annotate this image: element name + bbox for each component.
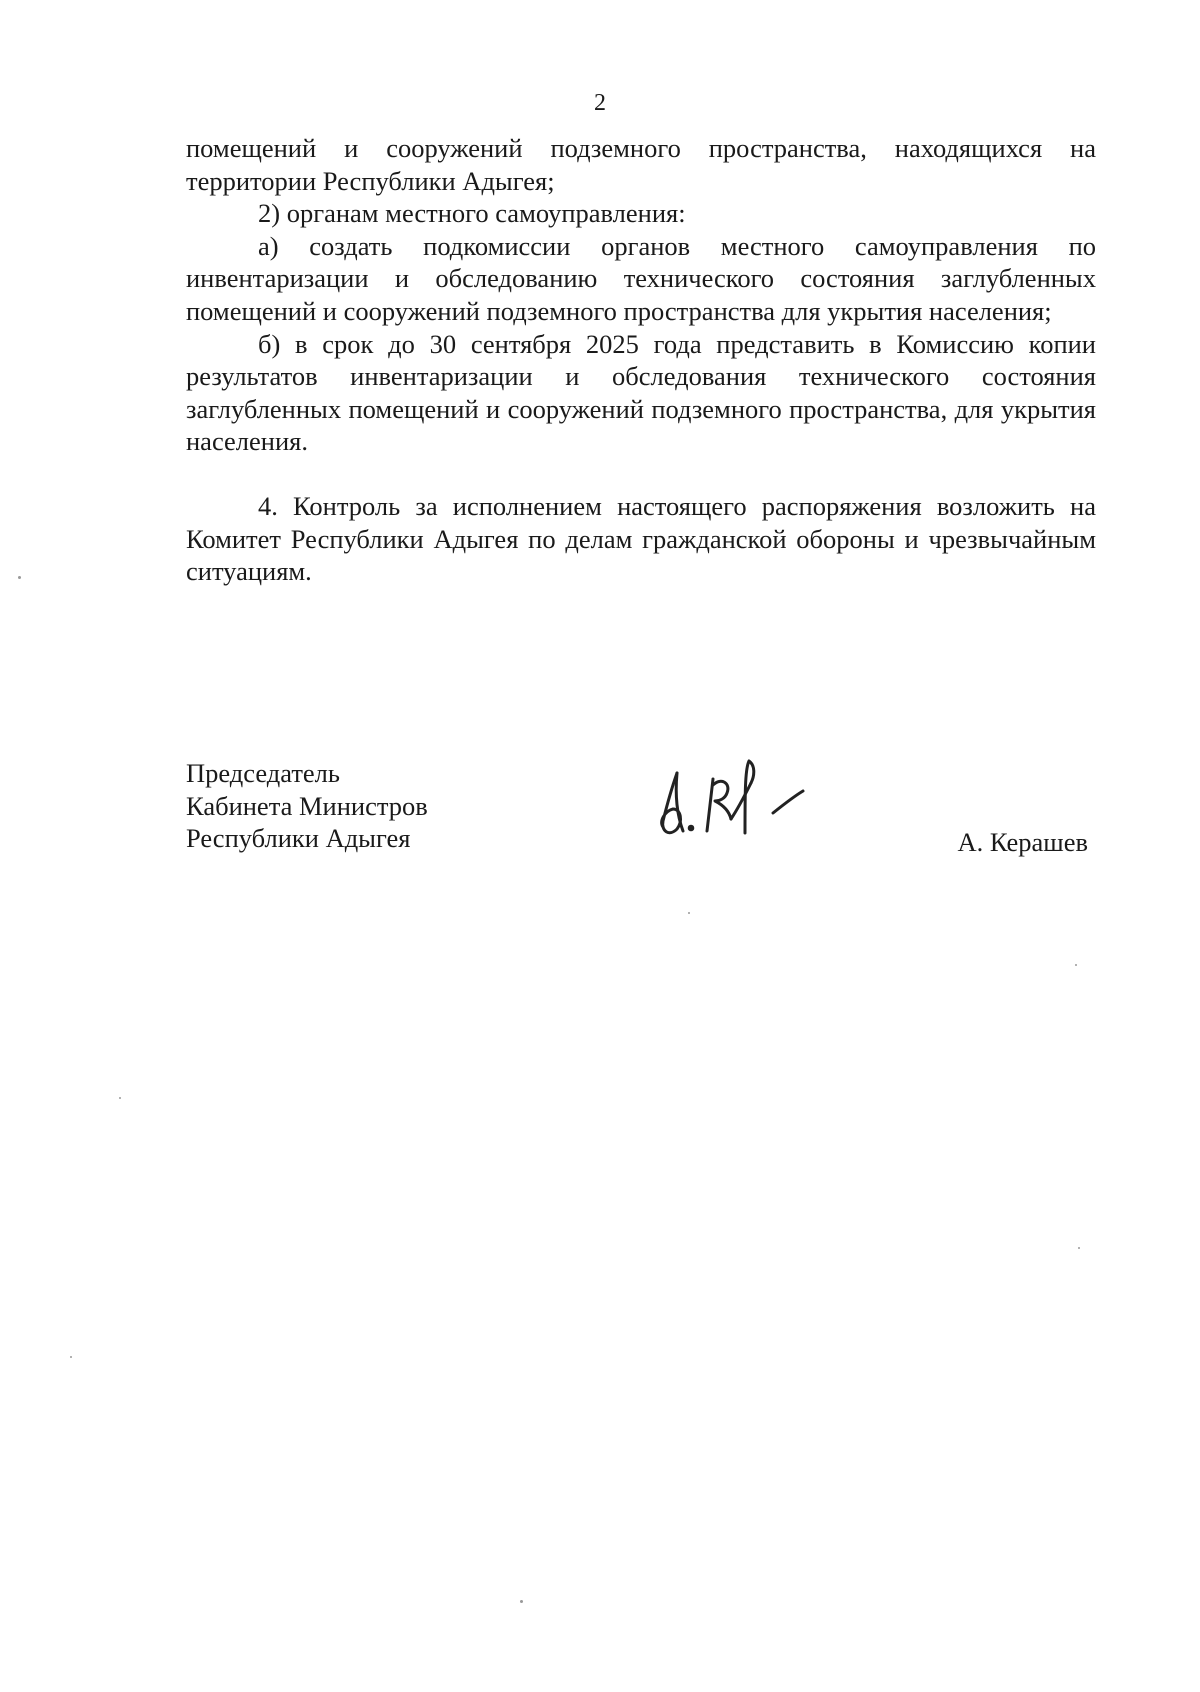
scan-speck xyxy=(1075,964,1077,966)
paragraph-item-2b: б) в срок до 30 сентября 2025 года представить в Комиссию копии результатов инвентаризации и обследования технического состояния заглубленных помещений и сооружений подземного пространства, для укрытия населения. xyxy=(186,328,1096,457)
signer-position-line: Председатель xyxy=(186,758,340,788)
paragraph-continuation: помещений и сооружений подземного пространства, находящихся на территории Республики Адыгея; xyxy=(186,133,1096,196)
scan-speck xyxy=(70,1356,72,1358)
scan-speck xyxy=(119,1097,121,1099)
scan-speck xyxy=(520,1600,523,1603)
handwritten-signature xyxy=(641,735,831,855)
paragraph-item-2a: а) создать подкомиссии органов местного самоуправления по инвентаризации и обследованию технического состояния заглубленных помещений и сооружений подземного пространства для укрытия населения; xyxy=(186,230,1096,326)
scan-speck xyxy=(1078,1247,1080,1249)
signer-name: А. Керашев xyxy=(957,827,1088,857)
signature-block xyxy=(186,757,1096,877)
paragraph-item-4: 4. Контроль за исполнением настоящего распоряжения возложить на Комитет Республики Адыгея по делам гражданской обороны и чрезвычайным ситуациям. xyxy=(186,490,1096,587)
document-body xyxy=(186,132,1096,588)
paragraph-item-2: 2) органам местного самоуправления: xyxy=(258,198,686,229)
signer-position-line: Республики Адыгея xyxy=(186,823,411,854)
signer-position-line: Кабинета Министров xyxy=(186,790,428,821)
page-number: 2 xyxy=(594,90,606,116)
paragraph-spacer xyxy=(186,458,1096,490)
scan-speck xyxy=(18,576,21,579)
scan-speck xyxy=(688,912,690,914)
signer-position xyxy=(186,757,428,855)
